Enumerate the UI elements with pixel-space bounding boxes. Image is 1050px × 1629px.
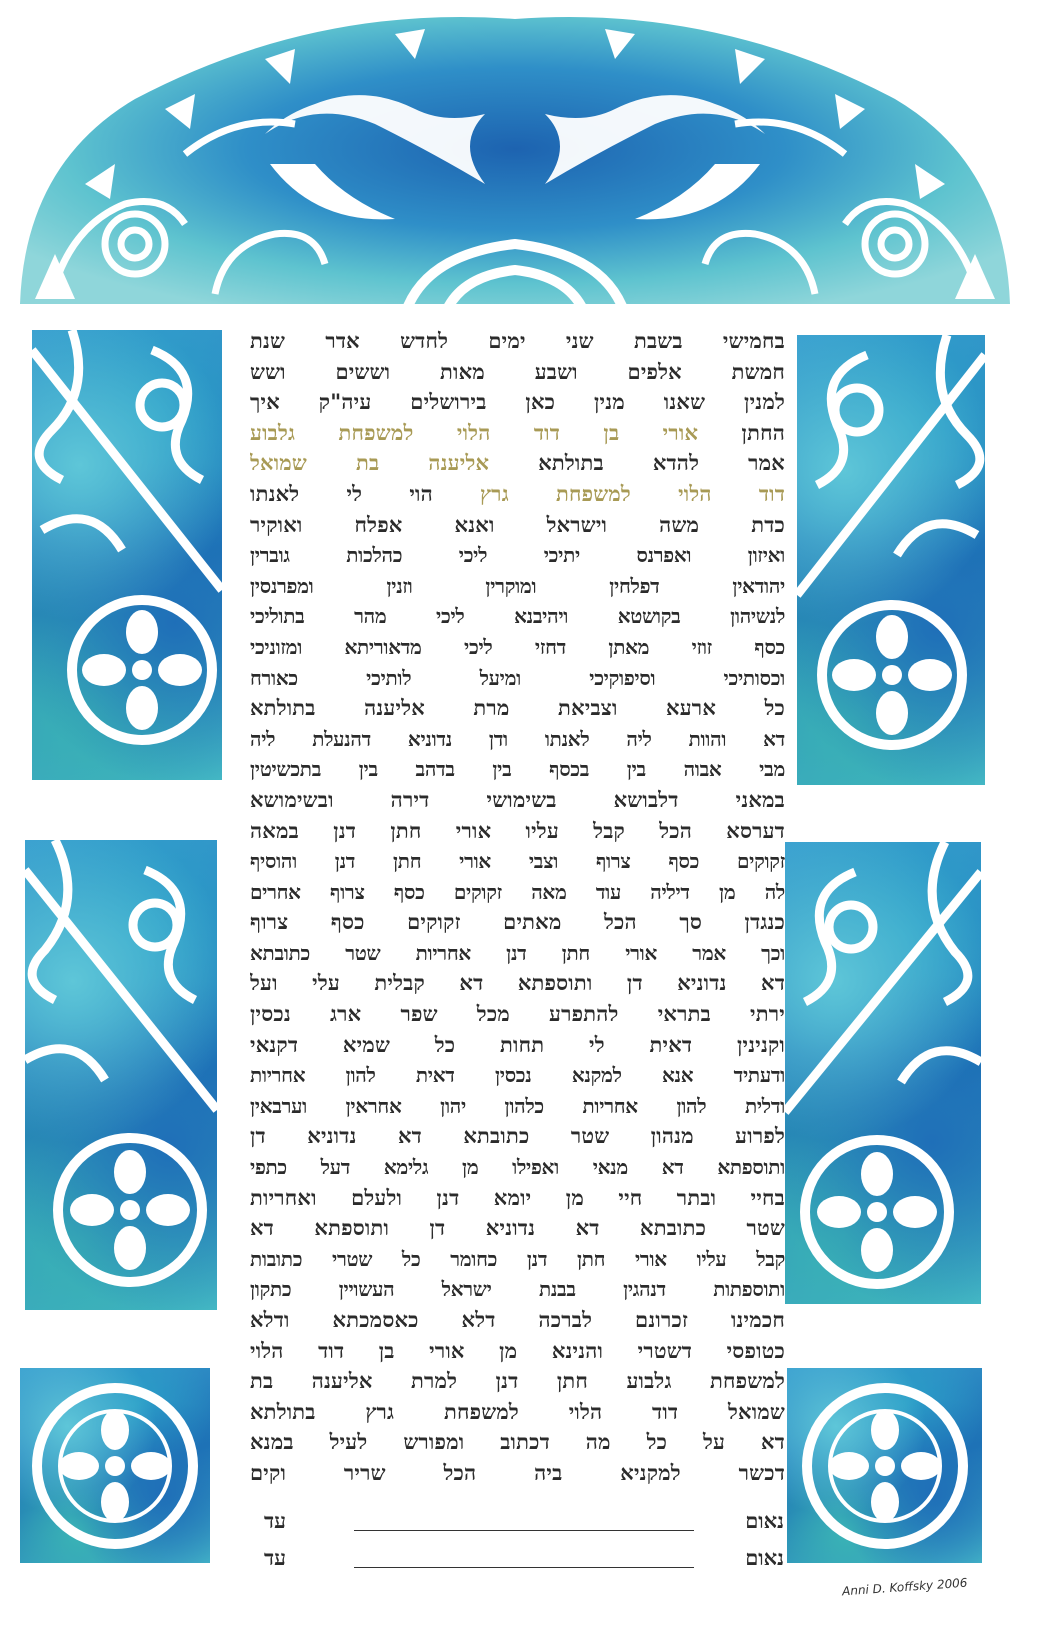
witness-ed: עד	[264, 1545, 286, 1570]
text-line: ודעתיד אנא למקנא נכסין דאית להון אחריות	[250, 1063, 785, 1088]
rosette-icon	[805, 1140, 949, 1284]
text-line: חכמינו זכרונם לברכה דלא כאסמכתא ודלא	[250, 1307, 785, 1332]
left-panel-bottom	[20, 1368, 210, 1563]
papercut-scroll-panel-icon	[797, 335, 985, 785]
text-line: שמואל דוד הלוי למשפחת גרץ בתולתא	[250, 1398, 785, 1424]
text-line: כדת משה וישראל ואנא אפלח ואוקיר	[250, 511, 785, 537]
text-fragment: הוי לי לאנתו	[250, 480, 481, 506]
rosette-icon	[20, 1368, 210, 1563]
text-line: ודלית להון אחריות כלהון יהון אחראין וערבאין	[250, 1093, 785, 1118]
doves-arch-icon	[15, 14, 1015, 314]
text-line: דערסא הכל קבל עליו אורי חתן דנן במאה	[250, 817, 785, 843]
text-line-bride-family	[250, 479, 785, 510]
text-line: ותוספתא דא מנאי ואפילו מן גלימא דעל כתפי	[250, 1155, 785, 1180]
signature-rule	[354, 1530, 694, 1531]
text-line: במאני דלבושא בשימושי דירה ובשימושא	[250, 786, 785, 812]
papercut-scroll-panel-icon	[32, 330, 222, 780]
text-line: למנין שאנו מנין כאן בירושלים עיה"ק איך	[250, 389, 785, 415]
text-line: בחמישי בשבת שני ימים לחדש אדר שנת	[250, 328, 785, 353]
text-fragment: החתן	[698, 419, 785, 445]
text-line: וכך אמר אורי חתן דנן אחריות שטר כתובתא	[250, 940, 785, 965]
left-panel-middle	[25, 840, 217, 1310]
witness-label: נאום	[745, 1508, 784, 1533]
text-line: דא והוות ליה לאנתו ודן נדוניא דהנעלת ליה	[250, 726, 785, 751]
text-line: קבל עליו אורי חתן דנן כחומר כל שטרי כתובות	[250, 1246, 785, 1271]
papercut-scroll-panel-icon	[785, 842, 981, 1304]
witness-line-1	[264, 1508, 784, 1540]
text-line-bride	[250, 448, 785, 479]
text-line: כטופסי דשטרי והנינא מן אורי בן דוד הלוי	[250, 1337, 785, 1363]
witness-line-2	[264, 1545, 784, 1577]
text-line: שטר כתובתא דא נדוניא דן ותוספתא דא	[250, 1215, 785, 1241]
text-line: כנגדן סך הכל מאתים זקוקים כסף צרוף	[250, 909, 785, 935]
text-line: ותוספתות דנהגין בבנת ישראל העשויין כתקון	[250, 1277, 785, 1302]
bride-family: דוד הלוי למשפחת גרץ	[480, 480, 785, 506]
bride-name: אליענה בת שמואל	[250, 450, 490, 476]
text-line: זקוקים כסף צרוף וצבי אורי חתן דנן והוסיף	[250, 849, 785, 874]
ketubah-text	[250, 326, 785, 1546]
text-line: לה מן דיליה עוד מאה זקוקים כסף צרוף אחרים	[250, 879, 785, 904]
text-line: בחיי ובתר חיי מן יומא דנן ולעלם ואחריות	[250, 1184, 785, 1210]
text-fragment: אמר להדא בתולתא	[489, 450, 785, 476]
right-panel-middle	[785, 842, 981, 1304]
text-line: דכשר למקניא ביה הכל שריר וקים	[250, 1459, 785, 1485]
rosette-icon	[58, 1138, 202, 1282]
witness-ed: עד	[264, 1508, 286, 1533]
text-line: מבי אבוה בין בכסף בין בדהב בין בתכשיטין	[250, 757, 785, 782]
text-line: דא נדוניא דן ותוספתא דא קבלית עלי ועל	[250, 970, 785, 996]
text-line: דא על כל מה דכתוב ומפורש לעיל במנא	[250, 1429, 785, 1455]
text-line: ירתי בתראי להתפרע מכל שפר ארג נכסין	[250, 1001, 785, 1027]
text-line: כל ארעא וצביאת מרת אליענה בתולתא	[250, 695, 785, 721]
text-line: ואיזון ואפרנס יתיכי ליכי כהלכות גוברין	[250, 543, 785, 568]
text-line: לפרוע מנהון שטר כתובתא דא נדוניא דן	[250, 1123, 785, 1149]
text-line: כסף זוזי מאתן דחזי ליכי מדאוריתא ומזוניכי	[250, 634, 785, 659]
signature-rule	[354, 1567, 694, 1568]
text-line: למשפחת גלבוע חתן דנן למרת אליענה בת	[250, 1368, 785, 1394]
text-line-groom	[250, 418, 785, 449]
groom-name: אורי בן דוד הלוי למשפחת גלבוע	[250, 419, 699, 445]
right-panel-top	[797, 335, 985, 785]
rosette-icon	[822, 605, 962, 745]
rosette-icon	[72, 600, 212, 740]
artist-signature: Anni D. Koffsky 2006	[841, 1575, 968, 1599]
text-line: לנשיהון בקושטא ויהיבנא ליכי מהר בתוליכי	[250, 604, 785, 629]
text-line: וכסותיכי וסיפוקיכי ומיעל לותיכי כאורח	[250, 665, 785, 690]
right-panel-bottom	[787, 1368, 982, 1563]
papercut-scroll-panel-icon	[25, 840, 217, 1310]
witness-label: נאום	[745, 1545, 784, 1570]
text-line: יהודאין דפלחין ומוקרין וזנין ומפרנסין	[250, 573, 785, 598]
rosette-icon	[787, 1368, 982, 1563]
text-line: חמשת אלפים ושבע מאות וששים ושש	[250, 358, 785, 384]
text-line: וקנינין דאית לי תחות כל שמיא דקנאי	[250, 1031, 785, 1057]
left-panel-top	[32, 330, 222, 780]
